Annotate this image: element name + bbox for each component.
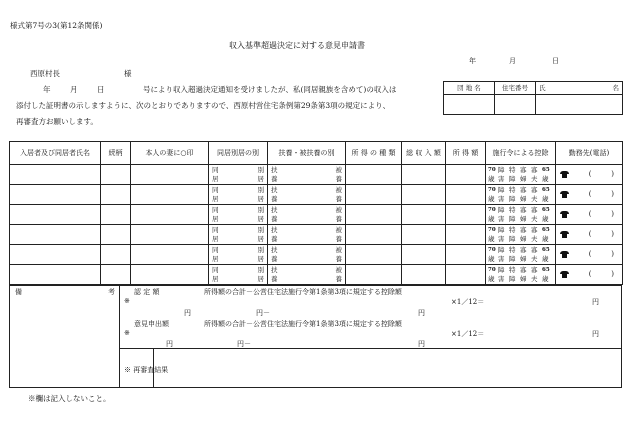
total-income-cell[interactable] — [402, 245, 446, 265]
deduction-top-5[interactable]: 65 — [542, 167, 550, 173]
support-label-2: 養 — [271, 194, 278, 203]
deduction-bottom-4: 夫 — [531, 254, 538, 263]
iken-yen-3: 円 — [418, 340, 425, 348]
support-label: 扶 — [271, 265, 278, 274]
support-label-2: 養 — [271, 274, 278, 283]
deduction-top-1[interactable]: 障 — [498, 266, 505, 274]
deduction-bottom-1: 害 — [498, 234, 505, 243]
support-label-2: 養 — [271, 174, 278, 183]
telephone-icon — [560, 271, 569, 278]
cohabit-cell[interactable] — [209, 185, 268, 205]
deduction-top-3[interactable]: 寡 — [520, 206, 527, 214]
separate-label: 別 — [257, 185, 264, 194]
deduction-top-0[interactable]: 70 — [488, 207, 496, 213]
total-income-cell[interactable] — [402, 265, 446, 285]
deduction-bottom-0: 歳 — [488, 254, 495, 263]
header-contact: 勤務先(電話) — [556, 142, 623, 165]
house-number-field[interactable] — [495, 95, 536, 115]
nintei-label: 認 定 額 — [134, 288, 160, 296]
paren-close: ) — [611, 190, 614, 198]
header-income: 所 得 額 — [446, 142, 486, 165]
body-month: 月 — [70, 85, 78, 94]
deduction-top-4[interactable]: 寡 — [531, 226, 538, 234]
nintei-result-yen: 円 — [592, 298, 599, 306]
separate-label-2: 居 — [257, 214, 264, 223]
deduction-top-5[interactable]: 65 — [542, 267, 550, 273]
contact-cell[interactable] — [556, 185, 623, 205]
deduction-top-2[interactable]: 特 — [509, 206, 516, 214]
deduction-top-5[interactable]: 65 — [542, 187, 550, 193]
deduction-bottom-4: 夫 — [531, 174, 538, 183]
deduction-cell[interactable] — [486, 225, 556, 245]
supported-label: 被 — [335, 185, 342, 194]
supported-label: 被 — [335, 225, 342, 234]
applicant-box — [443, 81, 623, 115]
deduction-top-4[interactable]: 寡 — [531, 166, 538, 174]
deduction-bottom-0: 歳 — [488, 174, 495, 183]
given-name-label: 名 — [612, 83, 619, 92]
deduction-bottom-0: 歳 — [488, 194, 495, 203]
dependent-cell[interactable] — [268, 185, 346, 205]
supported-label-2: 養 — [335, 214, 342, 223]
nintei-yen-3: 円 — [418, 309, 425, 317]
deduction-cell[interactable] — [486, 165, 556, 185]
separate-label: 別 — [257, 245, 264, 254]
separate-label-2: 居 — [257, 234, 264, 243]
deduction-top-4[interactable]: 寡 — [531, 206, 538, 214]
telephone-icon — [560, 211, 569, 218]
dependent-cell[interactable] — [268, 245, 346, 265]
form-number: 様式第7号の3(第12条関係) — [10, 21, 103, 30]
contact-cell[interactable] — [556, 265, 623, 285]
date-year-label: 年 — [469, 57, 476, 65]
header-cohabit: 同居別居の別 — [209, 142, 268, 165]
separate-label: 別 — [257, 225, 264, 234]
supported-label: 被 — [335, 165, 342, 174]
cohabit-label: 同 — [212, 245, 219, 254]
deduction-options — [486, 206, 555, 223]
income-cell[interactable] — [446, 165, 486, 185]
table-row — [10, 205, 623, 225]
paren-open: ( — [588, 250, 592, 258]
table-row — [10, 165, 623, 185]
house-number-header: 住宅番号 — [495, 82, 536, 95]
paren-open: ( — [588, 170, 592, 178]
nintei-yen-2: 円－ — [256, 309, 270, 317]
deduction-bottom-3: 婦 — [520, 234, 527, 243]
form-title: 収入基準超過決定に対する意見申請書 — [229, 41, 365, 50]
deduction-bottom-1: 害 — [498, 214, 505, 223]
deduction-bottom-0: 歳 — [488, 274, 495, 283]
cohabit-label-2: 居 — [212, 274, 219, 283]
total-income-cell[interactable] — [402, 225, 446, 245]
remarks-label-right: 考 — [108, 288, 115, 296]
income-cell[interactable] — [446, 205, 486, 225]
deduction-bottom-2: 障 — [509, 274, 516, 283]
deduction-top-3[interactable]: 寡 — [520, 186, 527, 194]
deduction-bottom-2: 障 — [509, 174, 516, 183]
table-row — [10, 265, 623, 285]
paren-open: ( — [588, 190, 592, 198]
deduction-bottom-1: 害 — [498, 254, 505, 263]
iken-asterisk: ※ — [124, 329, 130, 337]
income-type-cell[interactable] — [346, 225, 402, 245]
cohabit-label-2: 居 — [212, 174, 219, 183]
deduction-bottom-2: 障 — [509, 254, 516, 263]
deduction-bottom-3: 婦 — [520, 254, 527, 263]
deduction-top-3[interactable]: 寡 — [520, 246, 527, 254]
addressee-village: 西原村長 — [30, 69, 60, 78]
cohabit-label-2: 居 — [212, 234, 219, 243]
dependent-cell[interactable] — [268, 265, 346, 285]
resident-name-cell[interactable] — [10, 205, 101, 225]
deduction-top-2[interactable]: 特 — [509, 166, 516, 174]
income-type-cell[interactable] — [346, 205, 402, 225]
deduction-cell[interactable] — [486, 205, 556, 225]
header-resident-name: 入居者及び同居者氏名 — [10, 142, 101, 165]
income-cell[interactable] — [446, 245, 486, 265]
review-result-label: ※ 再審査結果 — [124, 366, 169, 374]
deduction-top-3[interactable]: 寡 — [520, 226, 527, 234]
income-cell[interactable] — [446, 225, 486, 245]
telephone-icon — [560, 251, 569, 258]
paren-close: ) — [611, 270, 614, 278]
deduction-bottom-1: 害 — [498, 194, 505, 203]
cohabit-label: 同 — [212, 205, 219, 214]
deduction-top-2[interactable]: 特 — [509, 266, 516, 274]
cohabit-cell[interactable] — [209, 245, 268, 265]
deduction-cell[interactable] — [486, 265, 556, 285]
cohabit-label: 同 — [212, 185, 219, 194]
body-day: 日 — [97, 85, 105, 94]
cohabit-label: 同 — [212, 265, 219, 274]
deduction-top-2[interactable]: 特 — [509, 226, 516, 234]
deduction-top-1[interactable]: 障 — [498, 166, 505, 174]
iken-times: ×1／12＝ — [451, 330, 485, 338]
support-label-2: 養 — [271, 254, 278, 263]
header-dependent: 扶養・被扶養の別 — [268, 142, 346, 165]
nintei-times: ×1／12＝ — [451, 298, 485, 306]
deduction-bottom-3: 婦 — [520, 214, 527, 223]
deduction-top-5[interactable]: 65 — [542, 247, 550, 253]
deduction-bottom-3: 婦 — [520, 174, 527, 183]
body-line3-text: 再審査方お願いします。 — [16, 117, 98, 126]
supported-label-2: 養 — [335, 174, 342, 183]
deduction-top-0[interactable]: 70 — [488, 167, 496, 173]
deduction-top-1[interactable]: 障 — [498, 186, 505, 194]
deduction-top-1[interactable]: 障 — [498, 246, 505, 254]
support-label: 扶 — [271, 225, 278, 234]
deduction-bottom-4: 夫 — [531, 234, 538, 243]
support-label: 扶 — [271, 165, 278, 174]
income-type-cell[interactable] — [346, 265, 402, 285]
supported-label-2: 養 — [335, 254, 342, 263]
date-month-label: 月 — [509, 57, 516, 65]
table-row — [10, 225, 623, 245]
deduction-top-1[interactable]: 障 — [498, 226, 505, 234]
cohabit-cell[interactable] — [209, 205, 268, 225]
supported-label: 被 — [335, 265, 342, 274]
spouse-mark-cell[interactable] — [131, 265, 209, 285]
dependent-cell[interactable] — [268, 225, 346, 245]
contact-cell[interactable] — [556, 225, 623, 245]
spouse-mark-cell[interactable] — [131, 165, 209, 185]
date-day-label: 日 — [552, 57, 559, 65]
review-divider — [119, 348, 622, 349]
income-type-cell[interactable] — [346, 165, 402, 185]
paren-open: ( — [588, 210, 592, 218]
support-label-2: 養 — [271, 214, 278, 223]
support-label: 扶 — [271, 185, 278, 194]
separate-label: 別 — [257, 205, 264, 214]
paren-close: ) — [611, 250, 614, 258]
spouse-mark-cell[interactable] — [131, 185, 209, 205]
relation-cell[interactable] — [101, 205, 131, 225]
dependent-cell[interactable] — [268, 165, 346, 185]
deduction-top-3[interactable]: 寡 — [520, 166, 527, 174]
income-type-cell[interactable] — [346, 245, 402, 265]
iken-label: 意見申出額 — [134, 320, 169, 328]
header-spouse-mark: 本人の妻に○印 — [131, 142, 209, 165]
relation-cell[interactable] — [101, 165, 131, 185]
iken-result-yen: 円 — [592, 330, 599, 338]
deduction-bottom-5: 歳 — [542, 234, 549, 243]
deduction-bottom-0: 歳 — [488, 234, 495, 243]
estate-name-field[interactable] — [444, 95, 495, 115]
separate-label-2: 居 — [257, 194, 264, 203]
paren-close: ) — [611, 170, 614, 178]
income-type-cell[interactable] — [346, 185, 402, 205]
spouse-mark-cell[interactable] — [131, 245, 209, 265]
deduction-bottom-5: 歳 — [542, 274, 549, 283]
deduction-bottom-2: 障 — [509, 194, 516, 203]
body-year: 年 — [43, 85, 51, 94]
cohabit-label-2: 居 — [212, 194, 219, 203]
resident-name-cell[interactable] — [10, 265, 101, 285]
deduction-top-4[interactable]: 寡 — [531, 246, 538, 254]
nintei-asterisk: ※ — [124, 297, 130, 305]
iken-yen-2: 円－ — [237, 340, 251, 348]
deduction-bottom-4: 夫 — [531, 274, 538, 283]
remarks-label-left: 備 — [15, 288, 22, 296]
separate-label-2: 居 — [257, 254, 264, 263]
table-row — [10, 245, 623, 265]
body-line1-text: 号により収入超過決定通知を受けましたが、私(同居親族を含めて)の収入は — [143, 85, 397, 94]
deduction-top-2[interactable]: 特 — [509, 246, 516, 254]
contact-cell[interactable] — [556, 245, 623, 265]
support-label-2: 養 — [271, 234, 278, 243]
nintei-yen-1: 円 — [184, 309, 191, 317]
deduction-bottom-1: 害 — [498, 174, 505, 183]
footnote: ※欄は記入しないこと。 — [28, 394, 111, 403]
deduction-options — [486, 166, 555, 183]
paren-close: ) — [611, 210, 614, 218]
surname-label: 氏 — [539, 83, 546, 92]
telephone-icon — [560, 171, 569, 178]
support-label: 扶 — [271, 205, 278, 214]
deduction-top-5[interactable]: 65 — [542, 227, 550, 233]
dependent-cell[interactable] — [268, 205, 346, 225]
deduction-top-3[interactable]: 寡 — [520, 266, 527, 274]
telephone-icon — [560, 231, 569, 238]
resident-name-cell[interactable] — [10, 225, 101, 245]
deduction-bottom-5: 歳 — [542, 194, 549, 203]
separate-label-2: 居 — [257, 174, 264, 183]
addressee-honorific: 様 — [124, 69, 132, 78]
separate-label: 別 — [257, 165, 264, 174]
telephone-icon — [560, 191, 569, 198]
estate-name-header: 団 地 名 — [444, 82, 495, 95]
cohabit-cell[interactable] — [209, 165, 268, 185]
iken-formula: 所得額の合計－公営住宅法施行令第1条第3項に規定する控除額 — [204, 320, 402, 328]
table-row — [10, 185, 623, 205]
separate-label: 別 — [257, 265, 264, 274]
relation-cell[interactable] — [101, 185, 131, 205]
income-cell[interactable] — [446, 265, 486, 285]
resident-name-cell[interactable] — [10, 245, 101, 265]
full-name-header — [536, 82, 623, 95]
deduction-options — [486, 226, 555, 243]
total-income-cell[interactable] — [402, 185, 446, 205]
deduction-top-0[interactable]: 70 — [488, 267, 496, 273]
cohabit-label-2: 居 — [212, 254, 219, 263]
deduction-top-0[interactable]: 70 — [488, 227, 496, 233]
deduction-top-0[interactable]: 70 — [488, 187, 496, 193]
relation-cell[interactable] — [101, 265, 131, 285]
total-income-cell[interactable] — [402, 205, 446, 225]
deduction-top-0[interactable]: 70 — [488, 247, 496, 253]
header-relation: 続柄 — [101, 142, 131, 165]
deduction-bottom-4: 夫 — [531, 214, 538, 223]
cohabit-cell[interactable] — [209, 225, 268, 245]
deduction-cell[interactable] — [486, 245, 556, 265]
spouse-mark-cell[interactable] — [131, 205, 209, 225]
deduction-bottom-5: 歳 — [542, 214, 549, 223]
deduction-options — [486, 266, 555, 283]
deduction-top-4[interactable]: 寡 — [531, 266, 538, 274]
relation-cell[interactable] — [101, 225, 131, 245]
deduction-bottom-5: 歳 — [542, 254, 549, 263]
spouse-mark-cell[interactable] — [131, 225, 209, 245]
nintei-formula: 所得額の合計－公営住宅法施行令第1条第3項に規定する控除額 — [204, 288, 402, 296]
deduction-bottom-1: 害 — [498, 274, 505, 283]
total-income-cell[interactable] — [402, 165, 446, 185]
contact-cell[interactable] — [556, 205, 623, 225]
header-income-type: 所 得 の 種 類 — [346, 142, 402, 165]
relation-cell[interactable] — [101, 245, 131, 265]
cohabit-label: 同 — [212, 165, 219, 174]
deduction-top-4[interactable]: 寡 — [531, 186, 538, 194]
supported-label-2: 養 — [335, 194, 342, 203]
iken-yen-1: 円 — [166, 340, 173, 348]
supported-label-2: 養 — [335, 274, 342, 283]
body-line2-text: 添付した証明書の示しますように、次のとおりでありますので、西原村営住宅条例第29条第3項の規定により、 — [16, 101, 391, 110]
deduction-bottom-2: 障 — [509, 234, 516, 243]
deduction-options — [486, 186, 555, 203]
resident-name-cell[interactable] — [10, 165, 101, 185]
deduction-top-2[interactable]: 特 — [509, 186, 516, 194]
deduction-bottom-3: 婦 — [520, 194, 527, 203]
paren-close: ) — [611, 230, 614, 238]
deduction-bottom-5: 歳 — [542, 174, 549, 183]
deduction-bottom-2: 障 — [509, 214, 516, 223]
deduction-bottom-3: 婦 — [520, 274, 527, 283]
contact-cell[interactable] — [556, 165, 623, 185]
resident-name-cell[interactable] — [10, 185, 101, 205]
cohabit-label: 同 — [212, 225, 219, 234]
deduction-top-5[interactable]: 65 — [542, 207, 550, 213]
paren-open: ( — [588, 230, 592, 238]
support-label: 扶 — [271, 245, 278, 254]
supported-label-2: 養 — [335, 234, 342, 243]
deduction-cell[interactable] — [486, 185, 556, 205]
income-cell[interactable] — [446, 185, 486, 205]
full-name-field[interactable] — [536, 95, 623, 115]
deduction-bottom-4: 夫 — [531, 194, 538, 203]
deduction-top-1[interactable]: 障 — [498, 206, 505, 214]
deduction-bottom-0: 歳 — [488, 214, 495, 223]
cohabit-label-2: 居 — [212, 214, 219, 223]
cohabit-cell[interactable] — [209, 265, 268, 285]
header-total-income: 総 収 入 額 — [402, 142, 446, 165]
supported-label: 被 — [335, 205, 342, 214]
household-income-table — [9, 141, 623, 285]
deduction-options — [486, 246, 555, 263]
separate-label-2: 居 — [257, 274, 264, 283]
supported-label: 被 — [335, 245, 342, 254]
header-deduction: 施行令による控除 — [486, 142, 556, 165]
remarks-label-cell — [9, 285, 120, 388]
paren-open: ( — [588, 270, 592, 278]
